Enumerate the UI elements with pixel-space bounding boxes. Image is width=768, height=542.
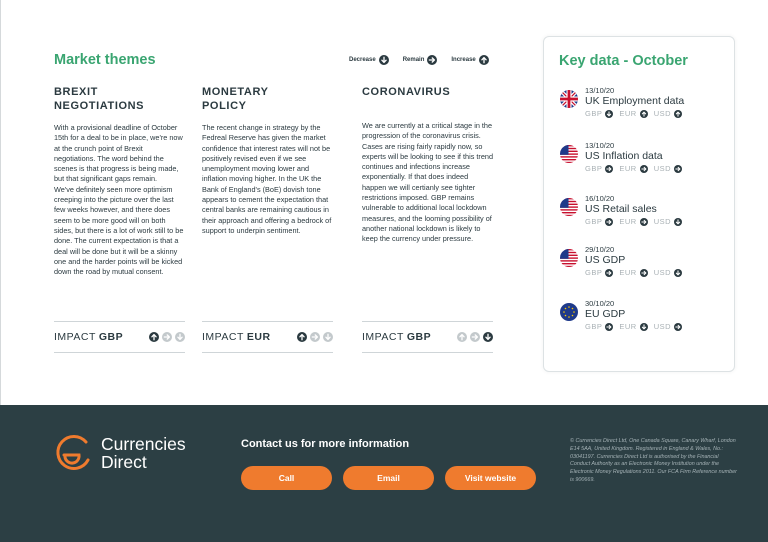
theme-title-line2: POLICY [202,100,247,112]
rate-currency: USD [653,109,672,118]
arrow-down-icon [605,110,613,118]
rate-currency: EUR [619,217,637,226]
rate-currency: GBP [585,268,603,277]
visit-website-button[interactable]: Visit website [445,466,536,490]
rate-currency: GBP [585,164,603,173]
theme-column-brexit [54,85,186,277]
impact-row-brexit [54,321,185,353]
arrow-down-icon [175,332,185,342]
rate-currency: GBP [585,109,603,118]
arrow-right-icon [162,332,172,342]
key-data-rates [585,217,688,226]
theme-title-line1: CORONAVIRUS [362,86,451,98]
theme-title-line2: NEGOTIATIONS [54,100,145,112]
arrow-right-icon [640,218,648,226]
impact-icons [457,332,493,342]
us-flag-icon [560,145,578,163]
impact-currency: GBP [406,331,432,343]
arrow-right-icon [605,269,613,277]
rate-currency: GBP [585,217,603,226]
key-data-rates [585,268,688,277]
arrow-down-icon [483,332,493,342]
arrow-down-icon [323,332,333,342]
legend-decrease [349,55,389,65]
footer [0,405,768,542]
arrow-right-icon [640,269,648,277]
arrow-right-icon [674,323,682,331]
arrow-up-icon [457,332,467,342]
arrow-right-icon [605,218,613,226]
contact-title: Contact us for more information [241,438,410,450]
theme-body: We are currently at a critical stage in the progression of the coronavirus crisis. Cases are rising fairly rapidly now, so experts will be looking to see if this trend continues and infections increase exponentially. If that does indeed happen we will certianly see tighter restrictions imposed. GBP remains vulnerable to additional local lockdown measures, and the looming possibility of another national lockdown is likely to keep the currency under pressure. [362,121,494,244]
legal-text: © Currencies Direct Ltd, One Canada Square, Canary Wharf, London E14 5AA, United Kingdom. Registered in England & Wales, No.: 03041197. Currencies Direct Ltd is authorised by the Financial Conduct Authority as an Electronic Money Institution under the Electronic Money Regulations 2011. Our FCA Firm Reference number is 900669. [570,438,737,483]
rate-currency: USD [653,217,672,226]
market-themes-title: Market themes [54,52,156,68]
rate-currency: USD [653,164,672,173]
arrow-up-icon [297,332,307,342]
key-data-name: UK Employment data [585,95,685,107]
theme-body: With a provisional deadline of October 15th for a deal to be in place, we're now at the crunch point of Brexit negotiations. The word behind the scenes is that progress is being made, but that significant gaps remain. We've definitely seen more optimism creeping into the picture over the last few weeks however, and there does seem to be more good will on both sides, but there is a lot of work still to be done. The current expectation is that a deal will be done but it will be a skinny one and the harder points will be kicked down the road by mutual consent. [54,123,184,277]
rate-currency: EUR [619,322,637,331]
logo-mark-icon [53,433,93,473]
key-data-name: US Retail sales [585,203,657,215]
legend-remain-label: Remain [402,57,425,63]
theme-column-monetary-policy [202,85,334,236]
theme-title [362,85,494,113]
arrow-right-icon [470,332,480,342]
theme-title [202,85,334,113]
rate-currency: USD [653,268,672,277]
theme-column-coronavirus [362,85,494,245]
key-data-name: US Inflation data [585,150,663,162]
us-flag-icon [560,249,578,267]
arrow-down-icon [674,269,682,277]
us-flag-icon [560,198,578,216]
call-button[interactable]: Call [241,466,332,490]
arrow-up-icon [149,332,159,342]
arrow-up-icon [674,110,682,118]
key-data-date: 30/10/20 [585,299,615,308]
legend-remain [403,55,438,65]
key-data-date: 29/10/20 [585,245,615,254]
theme-title [54,85,186,113]
arrow-up-icon [479,55,489,65]
legend-increase-label: Increase [451,57,476,63]
key-data-card [543,36,735,372]
eu-flag-icon [560,303,578,321]
rate-currency: GBP [585,322,603,331]
arrow-down-icon [640,323,648,331]
legend-increase [451,55,488,65]
impact-icons [297,332,333,342]
rate-currency: EUR [619,268,637,277]
arrow-right-icon [605,323,613,331]
rate-currency: EUR [619,109,637,118]
key-data-date: 13/10/20 [585,141,615,150]
impact-legend [349,55,489,65]
currencies-direct-logo [53,433,186,473]
impact-currency: GBP [98,331,124,343]
theme-body: The recent change in strategy by the Fedreal Reserve has given the market confidence that interest rates will not be positively revised even if we see unemployment moving lower and inflation moving higher. In the UK the Bank of England's (BoE) dovish tone appears to cement the expectation that central banks are remaining cautious in their approach and offering a bedrock of support to underpin sentiment. [202,123,332,235]
theme-title-line1: BREXIT [54,86,98,98]
impact-currency: EUR [246,331,271,343]
arrow-down-icon [674,218,682,226]
key-data-name: EU GDP [585,308,626,320]
impact-icons [149,332,185,342]
impact-row-coronavirus [362,321,493,353]
arrow-right-icon [640,165,648,173]
rate-currency: USD [653,322,672,331]
key-data-title: Key data - October [559,53,688,69]
arrow-up-icon [640,110,648,118]
logo-wordmark [101,435,186,471]
arrow-down-icon [379,55,389,65]
impact-label: IMPACT [54,331,96,343]
arrow-right-icon [674,165,682,173]
theme-title-line1: MONETARY [202,86,269,98]
key-data-rates [585,322,688,331]
key-data-date: 13/10/20 [585,86,615,95]
legend-decrease-label: Decrease [349,57,376,63]
key-data-rates [585,109,688,118]
email-button[interactable]: Email [343,466,434,490]
rate-currency: EUR [619,164,637,173]
arrow-right-icon [310,332,320,342]
logo-line1: Currencies [101,434,186,454]
arrow-right-icon [605,165,613,173]
impact-row-monetary-policy [202,321,333,353]
logo-line2: Direct [101,452,147,472]
uk-flag-icon [560,90,578,108]
key-data-name: US GDP [585,254,626,266]
impact-label: IMPACT [362,331,404,343]
key-data-rates [585,164,688,173]
impact-label: IMPACT [202,331,244,343]
key-data-date: 16/10/20 [585,194,615,203]
arrow-right-icon [427,55,437,65]
